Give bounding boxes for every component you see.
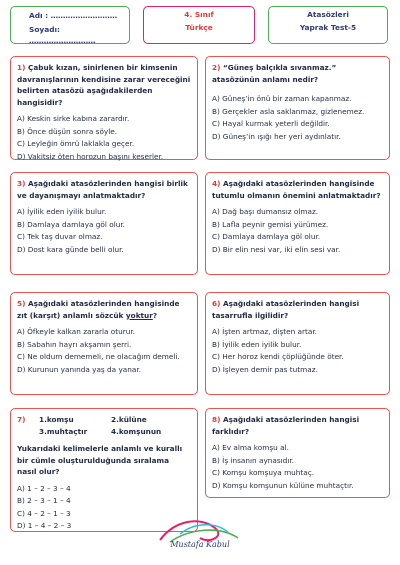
question-5: 5) Aşağıdaki atasözlerinden hangisinde zıt (karşıt) anlamlı sözcük yoktur? A) Öfkeyle kalkan zararla oturur. B) Sabahın hayrı akşamın şerri. C) Ne oldum dememeli, ne olacağım demeli. D) Kurunun yanında yaş da yanar. (10, 292, 198, 395)
student-info-box (10, 6, 130, 44)
name-label: Adı : ……………………… (29, 11, 118, 20)
grade-label: 4. Sınıf (184, 10, 214, 19)
question-number: 2) (212, 63, 221, 72)
option-a[interactable]: A) 1 – 2 – 3 – 4 (17, 483, 71, 493)
option-a[interactable]: A) Keskin sirke kabına zarardır. (17, 114, 130, 123)
question-4 (205, 172, 390, 275)
option-c[interactable]: C) Komşu komşuya muhtaç. (212, 468, 315, 477)
word-2: 2.külüne (111, 415, 147, 424)
question-1 (10, 56, 198, 160)
option-a[interactable]: A) Güneş’in önü bir zaman kapanmaz. (212, 94, 352, 103)
option-b[interactable]: B) Damlaya damlaya göl olur. (17, 219, 126, 229)
word-3: 3.muhtaçtır (39, 427, 88, 436)
question-text: “Güneş balçıkla sıvanmaz.” atasözünün anlamı nedir? (212, 63, 337, 84)
surname-label: Soyadı: ……………………… (29, 25, 96, 45)
option-b[interactable]: B) Gerçekler asla saklanmaz, gizlenemez. (212, 106, 365, 116)
option-d[interactable]: D) Komşu komşunun külüne muhtaçtır. (212, 480, 354, 490)
class-box (143, 6, 255, 44)
subject-label: Türkçe (185, 23, 213, 32)
question-8 (205, 408, 390, 498)
word-list (17, 414, 191, 438)
option-a[interactable]: A) Dağ başı dumansız olmaz. (212, 207, 319, 216)
option-c[interactable]: C) Damlaya damlaya göl olur. (212, 232, 321, 241)
option-b[interactable]: B) Önce düşün sonra söyle. (17, 126, 118, 136)
option-d[interactable]: D) Güneş’in ışığı her yeri aydınlatır. (212, 131, 341, 141)
question-text: Çabuk kızan, sinirlenen bir kimsenin davranışlarının kendisine zarar vereceğini belirten atasözü aşağıdakilerden hangisidir? (17, 63, 191, 107)
question-number: 1) (17, 63, 26, 72)
word-1: 1.komşu (39, 415, 74, 424)
test-label: Yaprak Test-5 (299, 23, 357, 32)
question-text: Aşağıdaki atasözlerinden hangisinde tutumlu olmanın önemini anlatmaktadır? (212, 179, 381, 200)
question-text: Aşağıdaki atasözlerinden hangisi farklıdır? (212, 415, 360, 436)
option-d[interactable]: D) Vakitsiz öten horozun başını keserler. (17, 151, 164, 161)
question-number: 7) (17, 415, 26, 424)
question-2 (205, 56, 390, 160)
option-b[interactable]: B) Lafla peynir gemisi yürümez. (212, 219, 329, 229)
option-b[interactable]: B) 2 – 3 – 1 – 4 (17, 496, 71, 505)
option-c[interactable]: C) Her horoz kendi çöplüğünde öter. (212, 352, 344, 361)
option-c[interactable]: C) Tek taş duvar olmaz. (17, 232, 103, 241)
option-a[interactable]: A) Ev alma komşu al. (212, 443, 289, 452)
option-a[interactable]: A) İyilik eden iyilik bulur. (17, 207, 107, 216)
question-3 (10, 172, 198, 275)
question-text: Aşağıdaki atasözlerinden hangisi birlik ve dayanışmayı anlatmaktadır? (17, 179, 188, 200)
question-number: 4) (212, 179, 221, 188)
option-c[interactable]: C) Hayal kurmak yeterli değildir. (212, 119, 330, 128)
question-number: 8) (212, 415, 221, 424)
question-number: 5) (17, 299, 26, 308)
signature-text: Mustafa Kabul (170, 540, 230, 549)
signature-swirl-logo (120, 508, 280, 558)
question-text: Aşağıdaki atasözlerinden hangisinde zıt (karşıt) anlamlı sözcük (17, 299, 180, 320)
question-6 (205, 292, 390, 395)
option-d[interactable]: D) Kurunun yanında yaş da yanar. (17, 364, 142, 374)
option-c[interactable]: C) 4 – 2 – 1 – 3 (17, 508, 71, 518)
option-c[interactable]: C) Ne oldum dememeli, ne olacağım demeli. (17, 352, 180, 361)
option-d[interactable]: D) İşleyen demir pas tutmaz. (212, 364, 318, 374)
option-a[interactable]: A) Öfkeyle kalkan zararla oturur. (17, 327, 136, 336)
question-number: 6) (212, 299, 221, 308)
option-c[interactable]: C) Leyleğin ömrü laklakla geçer. (17, 139, 135, 148)
word-4: 4.komşunun (111, 427, 162, 436)
option-b[interactable]: B) İyilik eden iyilik bulur. (212, 339, 302, 349)
option-b[interactable]: B) Sabahın hayrı akşamın şerri. (17, 339, 132, 349)
option-d[interactable]: D) Dost kara günde belli olur. (17, 244, 124, 254)
option-b[interactable]: B) İş insanın aynasıdır. (212, 455, 294, 465)
emphasis-word: yoktur (125, 310, 153, 320)
question-number: 3) (17, 179, 26, 188)
topic-box (268, 6, 388, 44)
question-text: Yukarıdaki kelimelerle anlamlı ve kurallı bir cümle oluşturulduğunda sıralama nasıl olur? (17, 444, 183, 476)
option-d[interactable]: D) Bir elin nesi var, iki elin sesi var. (212, 244, 341, 254)
topic-label: Atasözleri (307, 10, 349, 19)
option-a[interactable]: A) İşten artmaz, dişten artar. (212, 327, 317, 336)
question-text: Aşağıdaki atasözlerinden hangisi tasarrufla ilgilidir? (212, 299, 360, 320)
option-d[interactable]: D) 1 – 4 – 2 – 3 (17, 521, 72, 530)
